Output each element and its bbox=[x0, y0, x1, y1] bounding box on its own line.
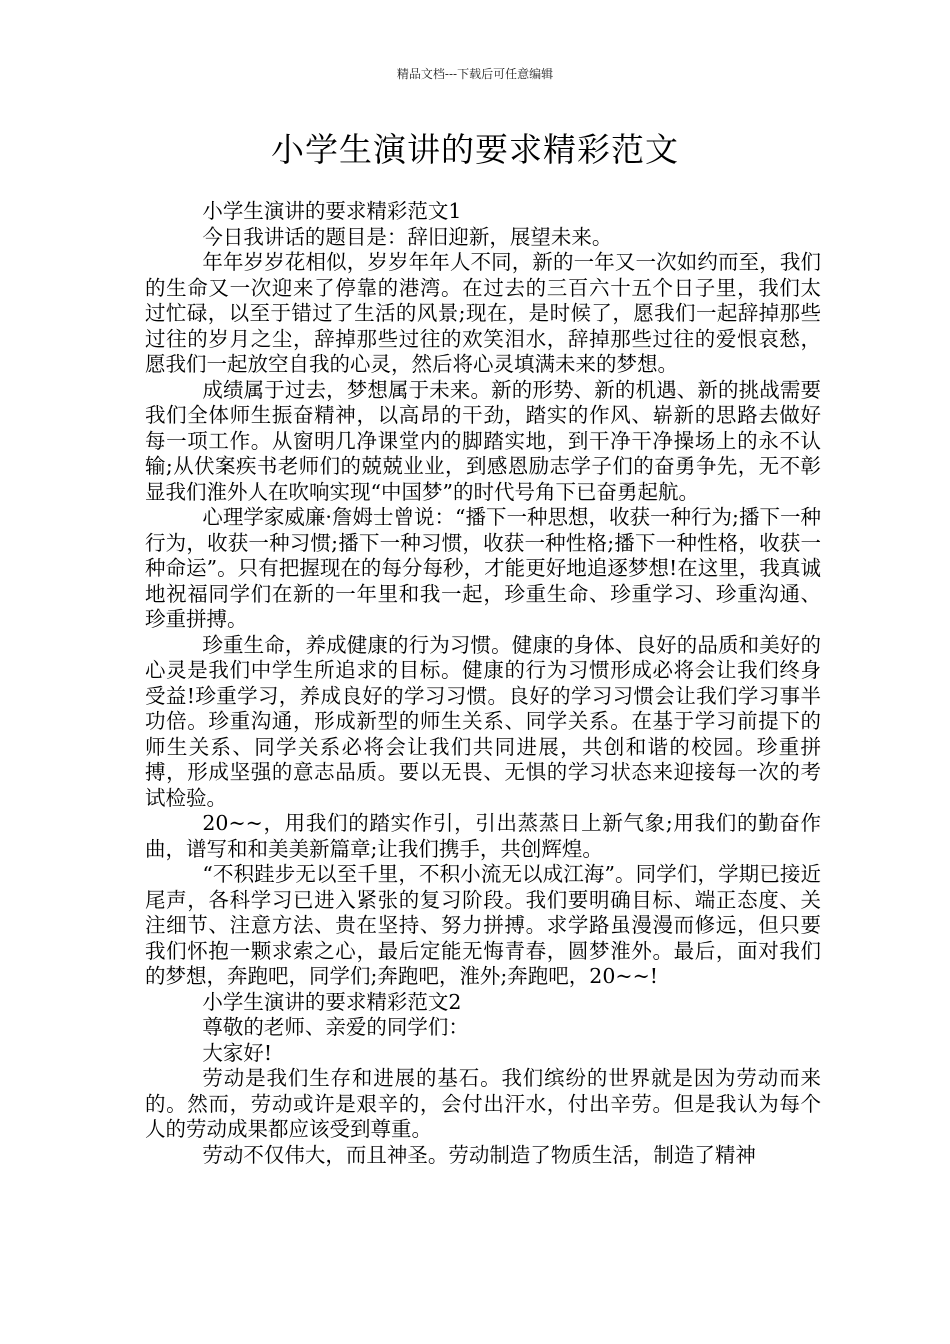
paragraph: 今日我讲话的题目是：辞旧迎新，展望未来。 bbox=[202, 224, 613, 249]
paragraph: 年年岁岁花相似，岁岁年年人不同，新的一年又一次如约而至，我们的生命又一次迎来了停靠的港湾。在过去的三百六十五个日子里，我们太过忙碌，以至于错过了生活的风景;现在，是时候了，愿我们一起辞掉那些过往的岁月之尘，辞掉那些过往的欢笑泪水，辞掉那些过往的爱恨哀愁，愿我们一起放空自我的心灵，然后将心灵填满未来的梦想。 bbox=[145, 250, 821, 376]
section-heading-1: 小学生演讲的要求精彩范文1 bbox=[202, 199, 462, 223]
greeting: 大家好! bbox=[202, 1040, 273, 1065]
paragraph: 心理学家威廉·詹姆士曾说：“播下一种思想，收获一种行为;播下一种行为，收获一种习惯;播下一种习惯，收获一种性格;播下一种性格，收获一种命运”。只有把握现在的每分每秒，才能更好地追逐梦想!在这里，我真诚地祝福同学们在新的一年里和我一起，珍重生命、珍重学习、珍重沟通、珍重拼搏。 bbox=[145, 505, 821, 631]
paragraph: 成绩属于过去，梦想属于未来。新的形势、新的机遇、新的挑战需要我们全体师生振奋精神，以高昂的干劲，踏实的作风、崭新的思路去做好每一项工作。从窗明几净课堂内的脚踏实地，到干净干净操场上的永不认输;从伏案疾书老师们的兢兢业业，到感恩励志学子们的奋勇争先，无不彰显我们淮外人在吹响实现“中国梦”的时代号角下已奋勇起航。 bbox=[145, 377, 821, 504]
paragraph: 20~~，用我们的踏实作引，引出蒸蒸日上新气象;用我们的勤奋作曲，谱写和和美美新篇章;让我们携手，共创辉煌。 bbox=[145, 811, 821, 861]
paragraph: 劳动是我们生存和进展的基石。我们缤纷的世界就是因为劳动而来的。然而，劳动或许是艰辛的，会付出汗水，付出辛劳。但是我认为每个人的劳动成果都应该受到尊重。 bbox=[145, 1066, 821, 1141]
document-body bbox=[145, 199, 821, 1168]
section-heading-2: 小学生演讲的要求精彩范文2 bbox=[202, 989, 462, 1014]
paragraph: 珍重生命，养成健康的行为习惯。健康的身体、良好的品质和美好的心灵是我们中学生所追求的目标。健康的行为习惯形成必将会让我们终身受益!珍重学习，养成良好的学习习惯。良好的学习习惯会让我们学习事半功倍。珍重沟通，形成新型的师生关系、同学关系。在基于学习前提下的师生关系、同学关系必将会让我们共同进展，共创和谐的校园。珍重拼搏，形成坚强的意志品质。要以无畏、无惧的学习状态来迎接每一次的考试检验。 bbox=[145, 632, 821, 810]
paragraph: 劳动不仅伟大，而且神圣。劳动制造了物质生活，制造了精神 bbox=[202, 1142, 756, 1167]
paragraph: “不积跬步无以至千里，不积小流无以成江海”。同学们，学期已接近尾声，各科学习已进入紧张的复习阶段。我们要明确目标、端正态度、关注细节、注意方法、贵在坚持、努力拼搏。求学路虽漫漫而修远，但只要我们怀抱一颗求索之心，最后定能无悔青春，圆梦淮外。最后，面对我们的梦想，奔跑吧，同学们;奔跑吧，淮外;奔跑吧，20~~! bbox=[145, 862, 821, 988]
document-title: 小学生演讲的要求精彩范文 bbox=[271, 130, 679, 169]
salutation: 尊敬的老师、亲爱的同学们： bbox=[202, 1015, 469, 1039]
page-header-watermark: 精品文档---下载后可任意编辑 bbox=[396, 67, 554, 81]
